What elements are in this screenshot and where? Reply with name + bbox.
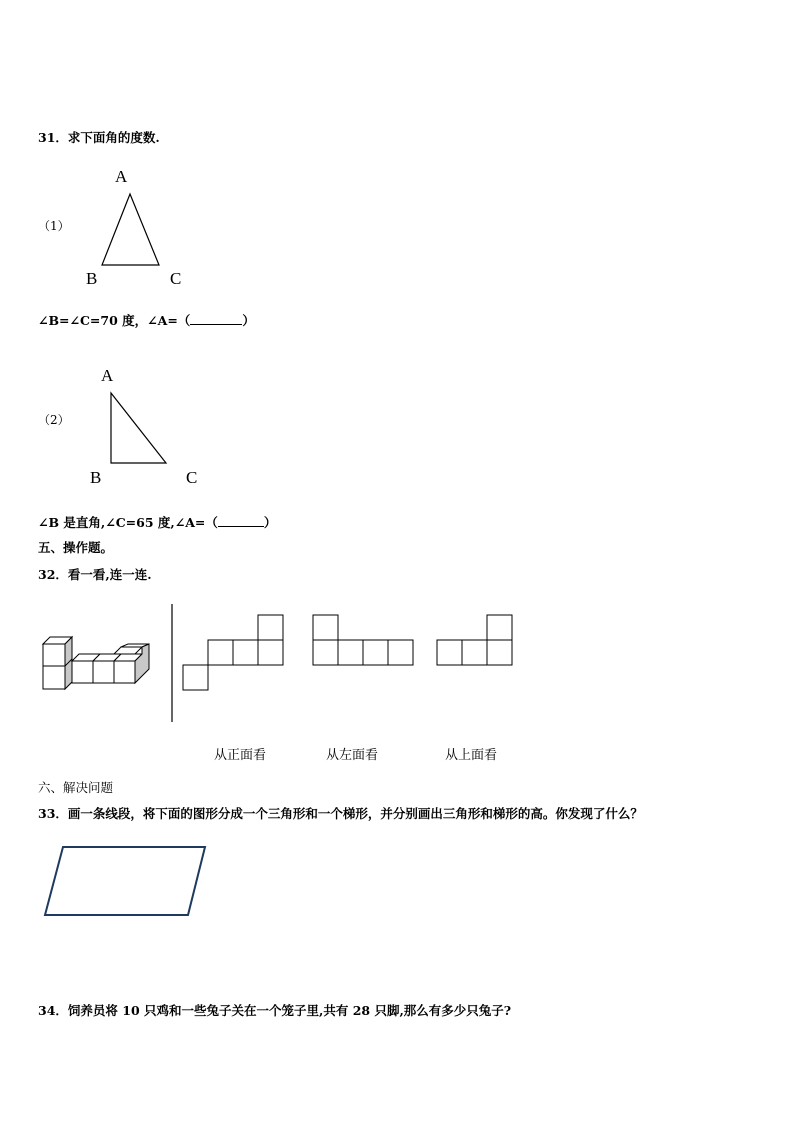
q33-title: 33．画一条线段，将下面的图形分成一个三角形和一个梯形，并分别画出三角形和梯形的高。你发现了什么？ [38,806,643,821]
q31-1-answer-blank[interactable] [190,312,242,325]
q31-1-vertex-a: A [115,167,128,186]
view-shape-1 [183,615,283,690]
q31-2-vertex-b: B [90,468,102,487]
q31-1-vertex-b: B [86,269,98,288]
q31-1-close-paren: ） [242,313,255,328]
view-label-front[interactable]: 从正面看 [214,748,267,763]
view-label-top[interactable]: 从上面看 [445,748,498,763]
view-label-left[interactable]: 从左面看 [326,748,379,763]
q34-title: 34．饲养员将 10 只鸡和一些兔子关在一个笼子里,共有 28 只脚,那么有多少只兔子? [38,1003,512,1018]
q31-2-vertex-c: C [186,468,198,487]
view-shape-3 [437,615,512,665]
view-shape-2 [313,615,413,665]
q31-1-prompt-text: ∠B=∠C=70 度，∠A=（ [38,313,191,328]
cube-solid-figure [43,637,149,689]
q31-2-close-paren: ） [263,515,277,530]
q31-2-label: （2） [38,413,70,427]
section5-title: 五、操作题。 [38,540,114,555]
q31-2-answer-blank[interactable] [218,514,264,527]
q31-1-prompt [38,312,255,329]
q31-1-vertex-c: C [170,269,182,288]
q31-2-vertex-a: A [101,366,114,385]
q31-2-prompt-text: ∠B 是直角,∠C=65 度,∠A=（ [38,515,218,530]
q31-title: 31．求下面角的度数. [38,130,160,145]
q32-title: 32．看一看,连一连. [38,567,152,582]
section6-title: 六、解决问题 [38,780,114,795]
q31-1-label: （1） [38,219,70,233]
q31-2-prompt [38,514,276,531]
